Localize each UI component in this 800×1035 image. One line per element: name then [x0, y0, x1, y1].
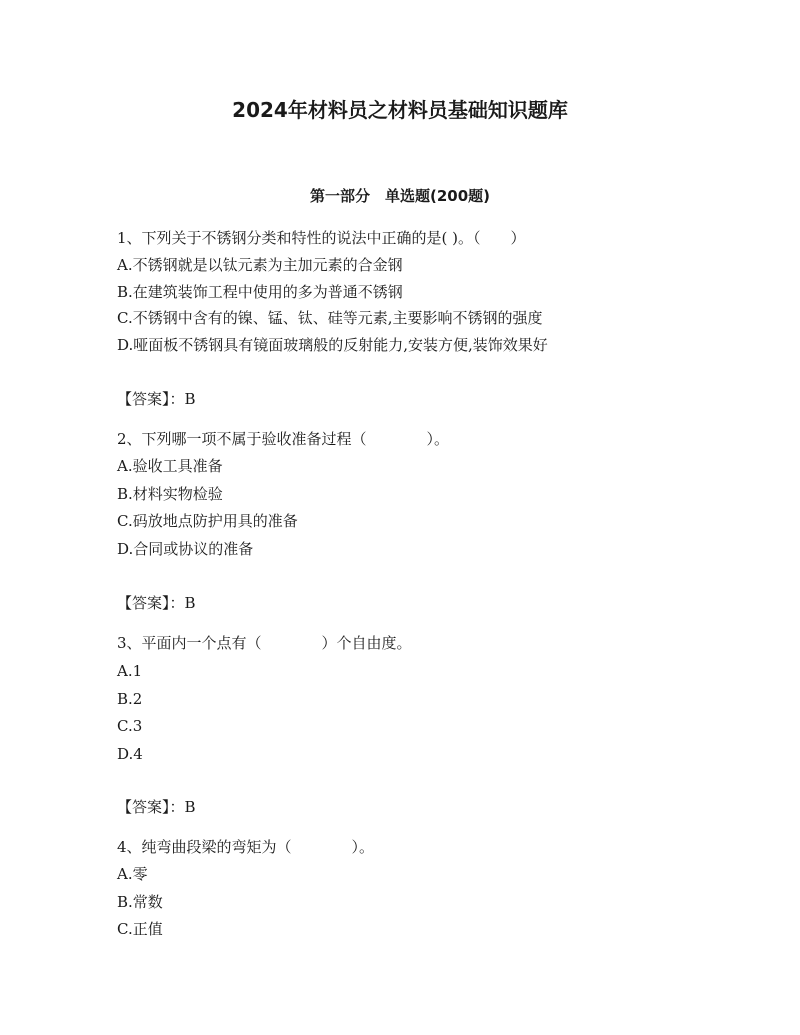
- answer-value: B: [184, 390, 196, 408]
- section-title: 第一部分 单选题(200题): [309, 187, 491, 205]
- answer-label: 【答案】：: [117, 390, 185, 408]
- answer-line: [117, 795, 196, 819]
- answer-label: 【答案】：: [117, 798, 185, 816]
- answer-value: B: [184, 798, 196, 816]
- answer-line: [117, 591, 196, 615]
- question-option: C.不锈钢中含有的镍、锰、钛、硅等元素,主要影响不锈钢的强度: [117, 309, 543, 327]
- question-option: B.材料实物检验: [117, 485, 223, 503]
- question-option: B.在建筑装饰工程中使用的多为普通不锈钢: [117, 283, 403, 301]
- question-option: A.零: [117, 865, 148, 883]
- answer-value: B: [184, 594, 196, 612]
- question-option: D.合同或协议的准备: [117, 540, 254, 558]
- question-option: D.哑面板不锈钢具有镜面玻璃般的反射能力,安装方便,装饰效果好: [117, 336, 548, 354]
- question-option: C.正值: [117, 920, 163, 938]
- question-option: B.常数: [117, 893, 163, 911]
- question-option: B.2: [117, 690, 143, 708]
- question-option: A.验收工具准备: [117, 457, 223, 475]
- question-stem: 3、平面内一个点有（ ）个自由度。: [117, 634, 412, 652]
- question-option: A.1: [117, 662, 143, 680]
- question-stem: 2、下列哪一项不属于验收准备过程（ ）。: [117, 430, 450, 448]
- answer-line: [117, 387, 196, 411]
- answer-label: 【答案】：: [117, 594, 185, 612]
- question-stem: 1、下列关于不锈钢分类和特性的说法中正确的是( )。（ ）: [117, 229, 526, 247]
- page-title: 2024年材料员之材料员基础知识题库: [232, 98, 568, 122]
- question-option: C.3: [117, 717, 143, 735]
- question-option: C.码放地点防护用具的准备: [117, 512, 298, 530]
- question-option: A.不锈钢就是以钛元素为主加元素的合金钢: [117, 256, 403, 274]
- question-option: D.4: [117, 745, 143, 763]
- question-stem: 4、纯弯曲段梁的弯矩为（ ）。: [117, 838, 375, 856]
